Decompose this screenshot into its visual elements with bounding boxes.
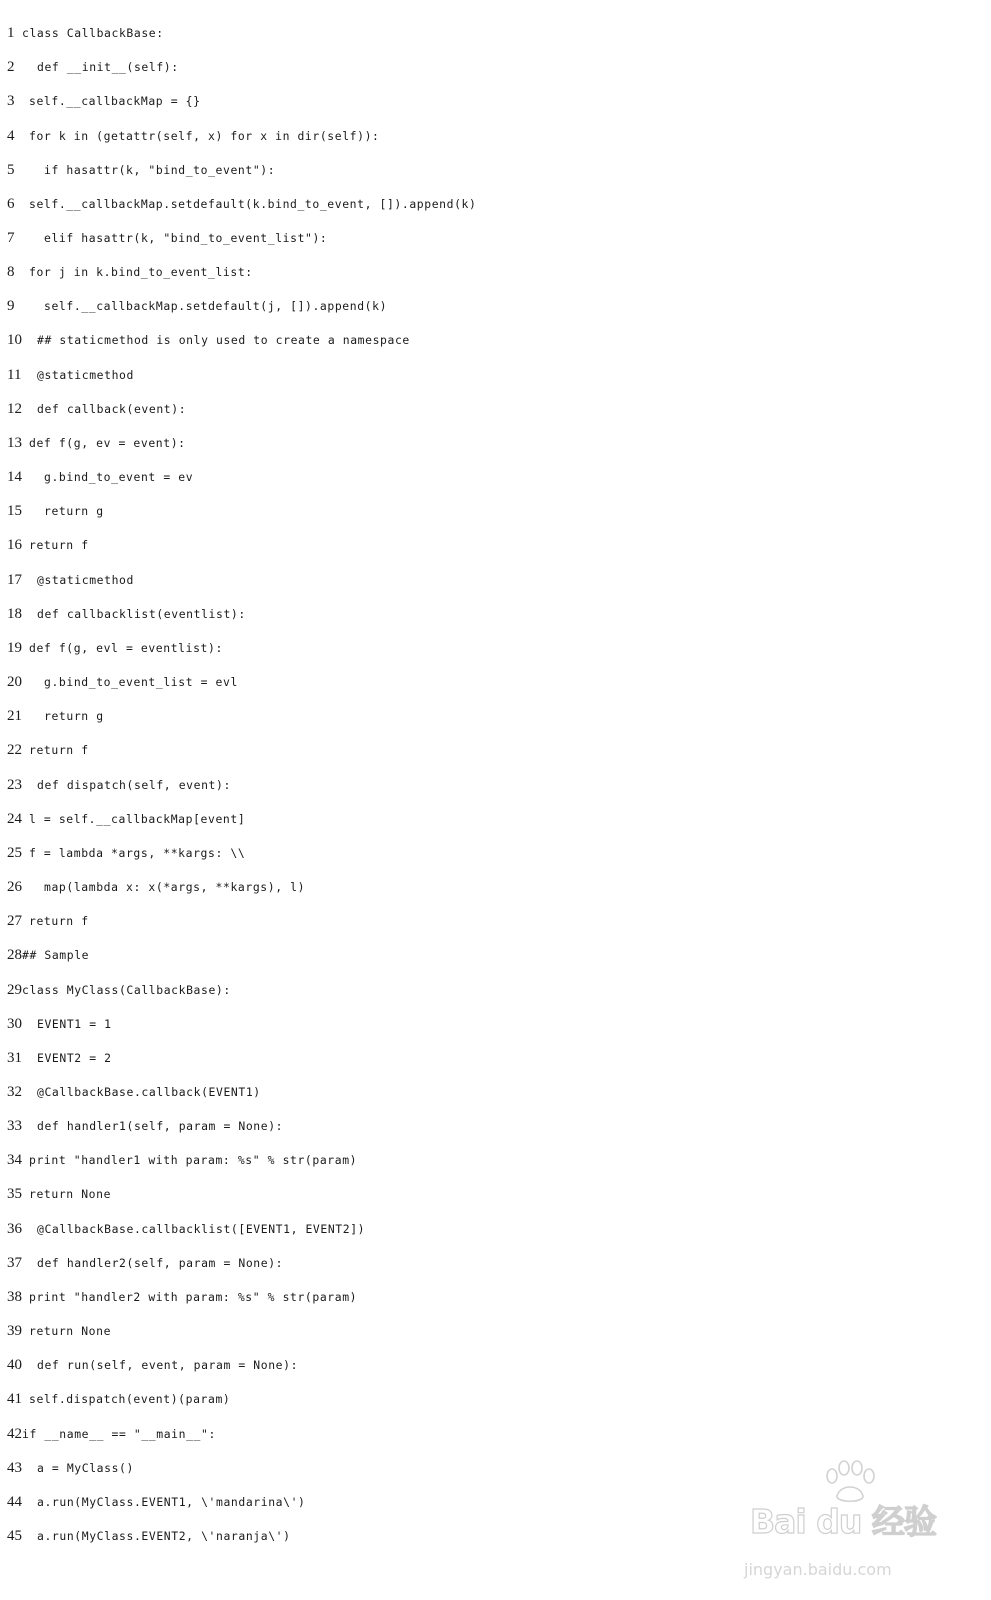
code-line <box>7 1525 291 1547</box>
code-line <box>7 500 104 522</box>
code-line <box>7 1081 261 1103</box>
line-number: 15 <box>7 503 22 520</box>
code-text: def run(self, event, param = None): <box>37 1358 299 1373</box>
line-number: 7 <box>7 230 15 246</box>
line-number: 37 <box>7 1254 22 1271</box>
line-number: 33 <box>7 1118 22 1135</box>
code-text: @staticmethod <box>37 367 134 382</box>
line-number: 4 <box>7 127 15 144</box>
code-line <box>7 979 231 1001</box>
code-line <box>7 90 201 112</box>
line-number: 45 <box>7 1528 22 1544</box>
code-text: class MyClass(CallbackBase): <box>22 982 231 997</box>
code-line <box>7 125 380 147</box>
line-number: 19 <box>7 639 22 656</box>
code-line <box>7 466 194 488</box>
code-line <box>7 774 231 796</box>
line-number: 20 <box>7 674 22 690</box>
line-number: 39 <box>7 1323 22 1340</box>
line-number: 31 <box>7 1049 22 1066</box>
code-text: @CallbackBase.callbacklist([EVENT1, EVENT2]) <box>37 1221 366 1236</box>
code-line <box>7 569 134 591</box>
code-text: def callback(event): <box>37 401 187 416</box>
code-text: return f <box>29 538 89 553</box>
line-number: 36 <box>7 1220 22 1237</box>
code-line <box>7 876 306 898</box>
code-line <box>7 193 477 215</box>
line-number: 28 <box>7 947 22 964</box>
code-line <box>7 1388 231 1410</box>
line-number: 17 <box>7 571 22 588</box>
code-text: if __name__ == "__main__": <box>22 1426 216 1441</box>
code-line <box>7 1286 358 1308</box>
code-line <box>7 1320 112 1342</box>
line-number: 25 <box>7 844 22 861</box>
code-text: return None <box>29 1187 112 1202</box>
line-number: 44 <box>7 1493 22 1510</box>
line-number: 29 <box>7 981 22 998</box>
code-line <box>7 1047 112 1069</box>
code-text: def callbacklist(eventlist): <box>37 606 246 621</box>
code-text: f = lambda *args, **kargs: \\ <box>29 845 246 860</box>
code-text: a = MyClass() <box>37 1460 134 1475</box>
code-line <box>7 1183 112 1205</box>
line-number: 22 <box>7 742 22 759</box>
code-line <box>7 1491 306 1513</box>
code-line <box>7 1354 299 1376</box>
code-text: self.__callbackMap.setdefault(j, []).append(k) <box>44 299 388 314</box>
code-text: if hasattr(k, "bind_to_event"): <box>44 162 276 177</box>
code-line <box>7 261 253 283</box>
code-text: for j in k.bind_to_event_list: <box>29 265 253 280</box>
code-line <box>7 1013 112 1035</box>
code-line <box>7 637 223 659</box>
line-number: 30 <box>7 1015 22 1032</box>
code-line <box>7 1115 284 1137</box>
line-number: 13 <box>7 434 22 451</box>
line-number: 42 <box>7 1425 22 1442</box>
code-text: ## Sample <box>22 948 90 963</box>
line-number: 41 <box>7 1391 22 1408</box>
line-number: 26 <box>7 879 22 895</box>
watermark-brand: Bai du 经验 <box>750 1502 936 1541</box>
code-line <box>7 295 388 317</box>
code-text: def f(g, ev = event): <box>29 435 186 450</box>
code-line <box>7 329 410 351</box>
code-line <box>7 364 134 386</box>
code-line <box>7 1252 284 1274</box>
line-number: 16 <box>7 537 22 554</box>
code-text: g.bind_to_event = ev <box>44 470 194 485</box>
code-text: g.bind_to_event_list = evl <box>44 675 238 689</box>
line-number: 8 <box>7 264 15 281</box>
code-text: class CallbackBase: <box>22 26 164 40</box>
line-number: 12 <box>7 400 22 417</box>
line-number: 10 <box>7 332 22 349</box>
code-text: return None <box>29 1324 112 1339</box>
code-text: for k in (getattr(self, x) for x in dir(self)): <box>29 128 380 143</box>
code-text: def handler2(self, param = None): <box>37 1255 284 1270</box>
code-text: @CallbackBase.callback(EVENT1) <box>37 1085 261 1099</box>
line-number: 21 <box>7 708 22 725</box>
code-line <box>7 842 246 864</box>
code-line <box>7 603 246 625</box>
line-number: 3 <box>7 93 15 110</box>
code-text: EVENT1 = 1 <box>37 1016 112 1031</box>
line-number: 2 <box>7 59 15 76</box>
line-number: 18 <box>7 605 22 622</box>
code-text: a.run(MyClass.EVENT1, \'mandarina\') <box>37 1494 306 1509</box>
code-line <box>7 56 179 78</box>
code-text: print "handler2 with param: %s" % str(param) <box>29 1289 358 1304</box>
code-text: l = self.__callbackMap[event] <box>29 811 246 826</box>
line-number: 6 <box>7 195 15 212</box>
code-text: print "handler1 with param: %s" % str(param) <box>29 1153 358 1168</box>
code-text: self.__callbackMap = {} <box>29 94 201 109</box>
line-number: 34 <box>7 1152 22 1169</box>
line-number: 1 <box>7 25 15 41</box>
code-line <box>7 808 246 830</box>
code-text: def dispatch(self, event): <box>37 777 231 792</box>
code-line <box>7 944 90 966</box>
line-number: 35 <box>7 1186 22 1203</box>
code-line <box>7 671 238 693</box>
code-text: a.run(MyClass.EVENT2, \'naranja\') <box>37 1529 291 1543</box>
line-number: 23 <box>7 776 22 793</box>
line-number: 40 <box>7 1357 22 1374</box>
code-text: def f(g, evl = eventlist): <box>29 640 223 655</box>
code-line <box>7 398 187 420</box>
line-number: 27 <box>7 913 22 930</box>
watermark-url: jingyan.baidu.com <box>744 1560 892 1579</box>
code-line <box>7 1423 216 1445</box>
line-number: 9 <box>7 298 15 315</box>
code-text: def __init__(self): <box>37 60 179 75</box>
code-text: EVENT2 = 2 <box>37 1050 112 1065</box>
code-line <box>7 739 89 761</box>
code-text: self.__callbackMap.setdefault(k.bind_to_event, []).append(k) <box>29 196 477 211</box>
code-text: elif hasattr(k, "bind_to_event_list"): <box>44 231 328 245</box>
line-number: 43 <box>7 1459 22 1476</box>
line-number: 32 <box>7 1084 22 1100</box>
code-line <box>7 534 89 556</box>
line-number: 38 <box>7 1288 22 1305</box>
code-text: self.dispatch(event)(param) <box>29 1392 231 1407</box>
code-text: return g <box>44 504 104 519</box>
code-line <box>7 705 104 727</box>
code-line <box>7 227 328 249</box>
line-number: 11 <box>7 366 22 383</box>
code-text: ## staticmethod is only used to create a namespace <box>37 333 410 348</box>
code-line <box>7 1149 358 1171</box>
line-number: 5 <box>7 161 15 178</box>
code-text: def handler1(self, param = None): <box>37 1119 284 1134</box>
code-line <box>7 22 164 44</box>
code-text: map(lambda x: x(*args, **kargs), l) <box>44 880 306 894</box>
code-line <box>7 910 89 932</box>
line-number: 14 <box>7 469 22 486</box>
code-line <box>7 1218 366 1240</box>
code-text: return g <box>44 709 104 724</box>
code-text: return f <box>29 743 89 758</box>
code-text: return f <box>29 914 89 929</box>
code-line <box>7 432 186 454</box>
code-text: @staticmethod <box>37 572 134 587</box>
line-number: 24 <box>7 810 22 827</box>
code-line <box>7 159 276 181</box>
code-line <box>7 1457 134 1479</box>
